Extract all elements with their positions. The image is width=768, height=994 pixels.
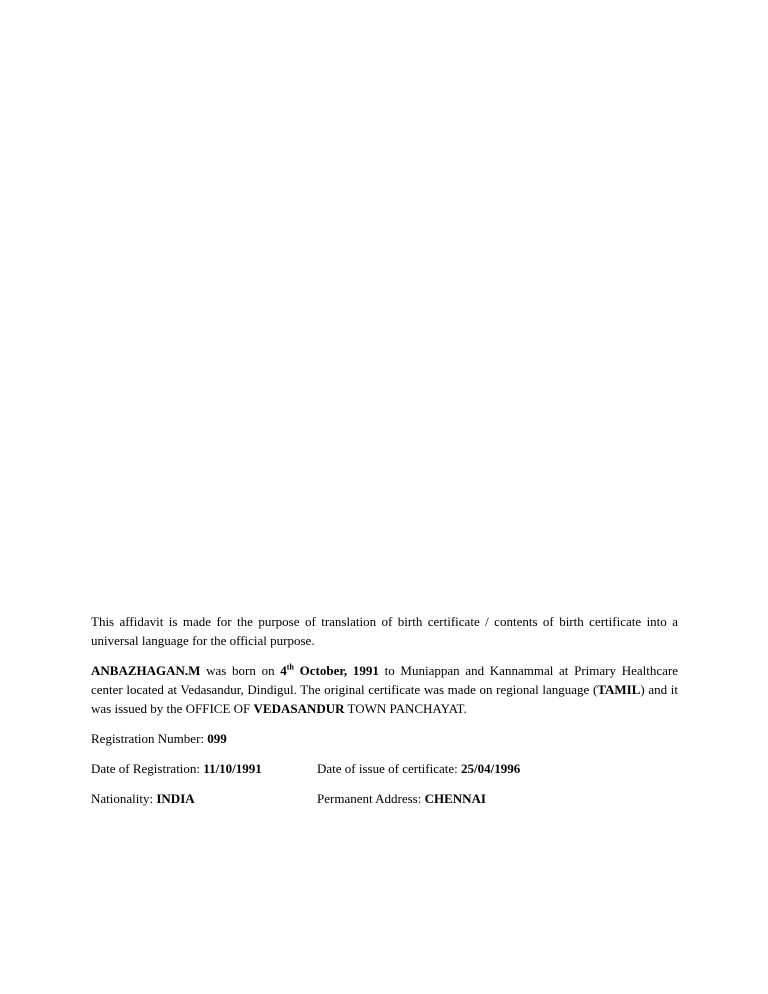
birth-place-text: to Muniappan and Kannammal at Primary Healthcare center located at Vedasandur, Dindigul. The original certificate was made on regional language ( — [91, 663, 678, 697]
permanent-address — [317, 789, 678, 808]
registration-number-value: 099 — [207, 731, 227, 746]
nationality-label: Nationality: — [91, 791, 157, 806]
person-name: ANBAZHAGAN.M — [91, 663, 201, 678]
date-of-registration-value: 11/10/1991 — [203, 761, 262, 776]
nationality-address-row — [91, 789, 678, 808]
issued-by-text: ) and it was issued by the OFFICE OF — [91, 682, 679, 716]
date-of-registration-label: Date of Registration: — [91, 761, 204, 776]
birth-month-year: October, 1991 — [293, 663, 379, 678]
was-born-on-text: was born on — [200, 663, 281, 678]
purpose-paragraph: This affidavit is made for the purpose of translation of birth certificate / contents of birth certificate into a universal language for the official purpose. — [91, 614, 678, 648]
birth-day-number: 4 — [280, 663, 287, 678]
date-of-issue-label: Date of issue of certificate: — [317, 761, 462, 776]
office-place: VEDASANDUR — [253, 701, 345, 716]
nationality — [91, 789, 317, 808]
permanent-address-label: Permanent Address: — [317, 791, 425, 806]
birth-details-paragraph — [91, 661, 678, 718]
registration-number-label: Registration Number: — [91, 731, 208, 746]
permanent-address-value: CHENNAI — [424, 791, 486, 806]
birth-day — [280, 663, 294, 678]
nationality-value: INDIA — [156, 791, 195, 806]
date-of-issue — [317, 759, 678, 778]
office-rest-text: TOWN PANCHAYAT. — [344, 701, 467, 716]
date-of-registration — [91, 759, 317, 778]
birth-day-suffix: th — [286, 662, 294, 672]
dates-row — [91, 759, 678, 778]
original-language: TAMIL — [597, 682, 641, 697]
date-of-issue-value: 25/04/1996 — [461, 761, 521, 776]
affidavit-content — [91, 612, 678, 819]
registration-number-line — [91, 729, 678, 748]
